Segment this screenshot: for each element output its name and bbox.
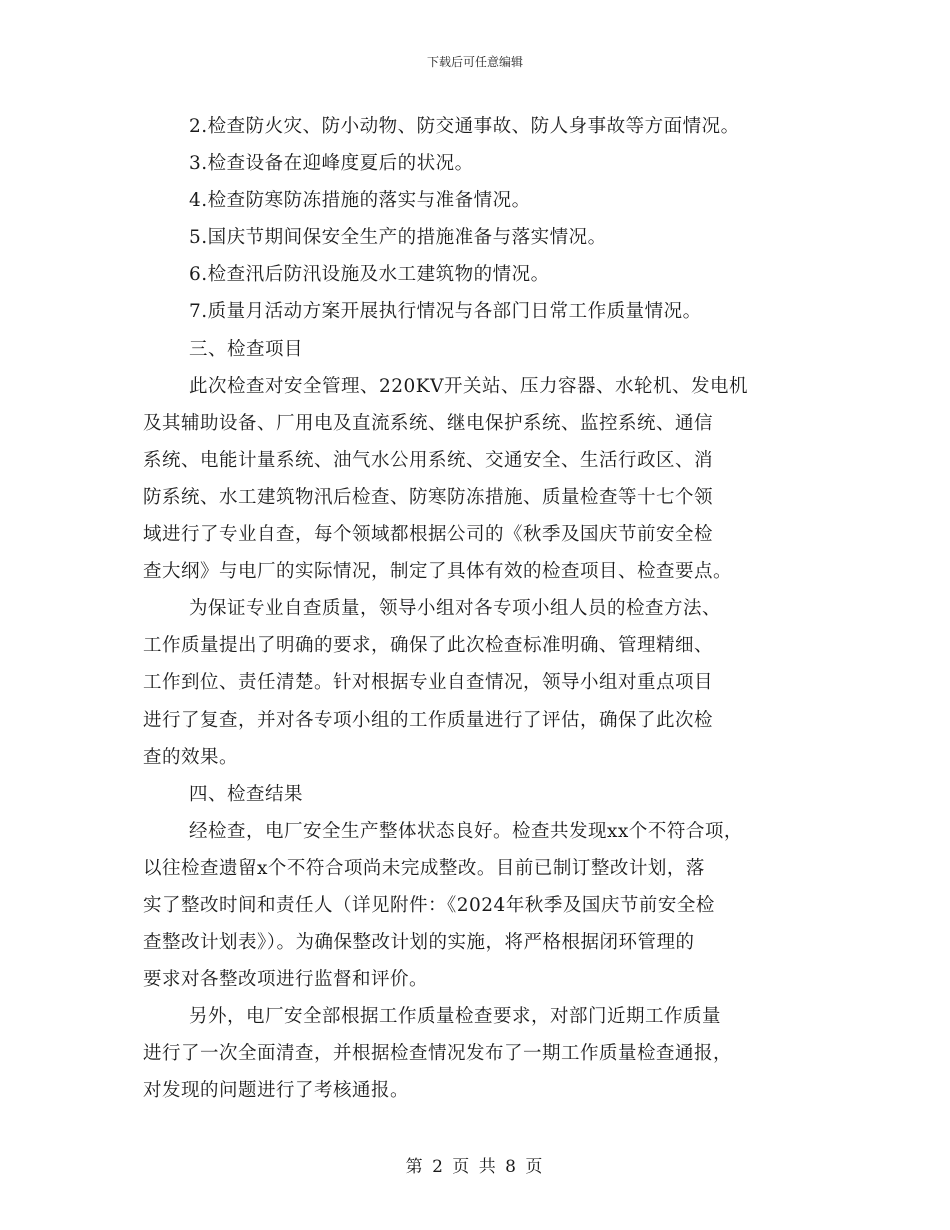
text-line: 2.检查防火灾、防小动物、防交通事故、防人身事故等方面情况。 (189, 116, 740, 137)
text-line: 5.国庆节期间保安全生产的措施准备与落实情况。 (189, 227, 607, 249)
text-line: 要求对各整改项进行监督和评价。 (143, 969, 429, 991)
text-line: 查整改计划表》）。为确保整改计划的实施，将严格根据闭环管理的 (143, 932, 695, 954)
text-line: 3.检查设备在迎峰度夏后的状况。 (189, 153, 474, 175)
text-line: 域进行了专业自查，每个领域都根据公司的《秋季及国庆节前安全检 (143, 524, 714, 546)
document-body (143, 108, 815, 1110)
text-line: 系统、电能计量系统、油气水公用系统、交通安全、生活行政区、消 (143, 449, 714, 471)
text-line: 查大纲》与电厂的实际情况，制定了具体有效的检查项目、检查要点。 (143, 561, 733, 583)
text-line: 实了整改时间和责任人（详见附件：《2024年秋季及国庆节前安全检 (143, 894, 715, 916)
text-line: 工作质量提出了明确的要求，确保了此次检查标准明确、管理精细、 (143, 635, 714, 657)
text-line: 进行了一次全面清查，并根据检查情况发布了一期工作质量检查通报， (143, 1043, 733, 1065)
text-line: 以往检查遗留x个不符合项尚未完成整改。目前已制订整改计划，落 (143, 857, 705, 879)
page-number: 第 2 页 共 8 页 (405, 1157, 545, 1177)
text-line: 及其辅助设备、厂用电及直流系统、继电保护系统、监控系统、通信 (143, 412, 714, 434)
text-line: 进行了复查，并对各专项小组的工作质量进行了评估，确保了此次检 (143, 709, 714, 731)
text-line: 查的效果。 (143, 746, 239, 768)
text-line: 经检查，电厂安全生产整体状态良好。检查共发现xx个不符合项， (189, 820, 743, 842)
text-line: 另外，电厂安全部根据工作质量检查要求，对部门近期工作质量 (189, 1006, 722, 1028)
text-line: 6.检查汛后防汛设施及水工建筑物的情况。 (189, 264, 550, 286)
header-note: 下载后可任意编辑 (426, 55, 523, 69)
text-line: 工作到位、责任清楚。针对根据专业自查情况，领导小组对重点项目 (143, 672, 714, 694)
section-heading: 四、检查结果 (189, 783, 304, 805)
text-line: 防系统、水工建筑物汛后检查、防寒防冻措施、质量检查等十七个领 (143, 486, 714, 508)
text-line: 4.检查防寒防冻措施的落实与准备情况。 (189, 190, 531, 212)
text-line: 对发现的问题进行了考核通报。 (143, 1080, 410, 1102)
section-heading: 三、检查项目 (189, 338, 304, 360)
text-line: 为保证专业自查质量，领导小组对各专项小组人员的检查方法、 (189, 598, 722, 620)
text-line: 7.质量月活动方案开展执行情况与各部门日常工作质量情况。 (189, 301, 702, 323)
text-line: 此次检查对安全管理、220KV开关站、压力容器、水轮机、发电机 (189, 375, 748, 397)
